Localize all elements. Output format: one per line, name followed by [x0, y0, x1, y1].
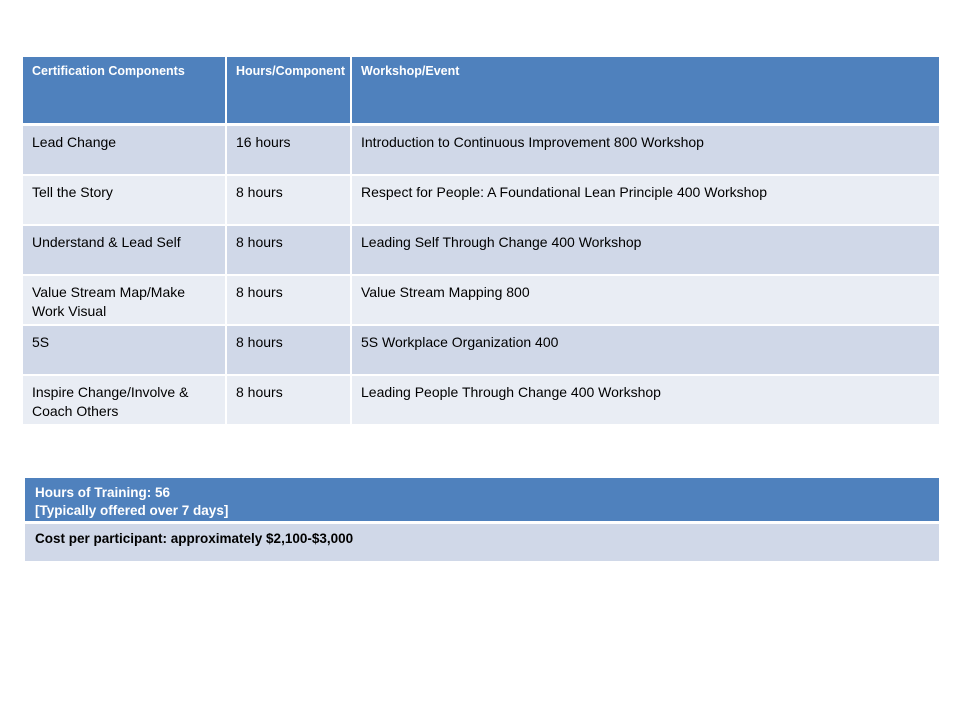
component-cell: Tell the Story [23, 176, 227, 226]
cost-per-participant: Cost per participant: approximately $2,100-$3,000 [25, 524, 939, 561]
table-header-row [23, 57, 939, 126]
component-cell: Inspire Change/Involve & Coach Others [23, 376, 227, 424]
certification-table [23, 57, 939, 424]
hours-cell: 16 hours [227, 126, 352, 176]
workshop-cell: Value Stream Mapping 800 [352, 276, 939, 326]
training-summary [25, 478, 939, 561]
workshop-cell: Respect for People: A Foundational Lean Principle 400 Workshop [352, 176, 939, 226]
workshop-cell: Leading Self Through Change 400 Workshop [352, 226, 939, 276]
table-row [23, 376, 939, 424]
component-cell: Understand & Lead Self [23, 226, 227, 276]
header-certification-components: Certification Components [23, 57, 227, 126]
hours-of-training: Hours of Training: 56 [35, 485, 171, 500]
header-hours-per-component: Hours/Component [227, 57, 352, 126]
table-row [23, 176, 939, 226]
workshop-cell: Introduction to Continuous Improvement 800 Workshop [352, 126, 939, 176]
offered-duration: [Typically offered over 7 days] [35, 503, 229, 518]
component-cell: Lead Change [23, 126, 227, 176]
table-row [23, 276, 939, 326]
header-workshop-event: Workshop/Event [352, 57, 939, 126]
hours-cell: 8 hours [227, 326, 352, 376]
component-cell: 5S [23, 326, 227, 376]
workshop-cell: Leading People Through Change 400 Workshop [352, 376, 939, 424]
hours-cell: 8 hours [227, 276, 352, 326]
hours-cell: 8 hours [227, 176, 352, 226]
component-cell: Value Stream Map/Make Work Visual [23, 276, 227, 326]
table-row [23, 226, 939, 276]
hours-cell: 8 hours [227, 376, 352, 424]
hours-cell: 8 hours [227, 226, 352, 276]
table-row [23, 326, 939, 376]
table-row [23, 126, 939, 176]
summary-header [25, 478, 939, 524]
workshop-cell: 5S Workplace Organization 400 [352, 326, 939, 376]
